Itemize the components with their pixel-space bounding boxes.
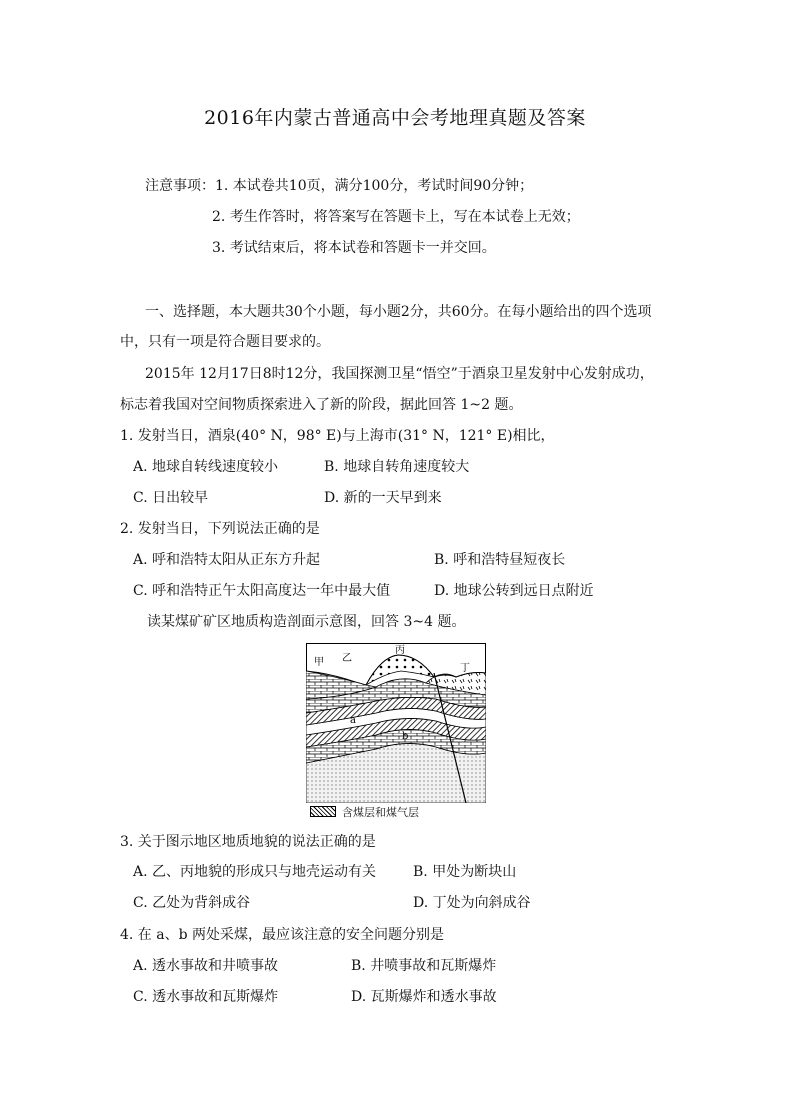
coal-layer-swatch (310, 806, 336, 817)
question-1-option-c: C. 日出较早 (133, 490, 209, 506)
question-4-option-d: D. 瓦斯爆炸和透水事故 (351, 989, 497, 1005)
figure-label-b: b (402, 731, 409, 742)
question-3-option-c: C. 乙处为背斜成谷 (133, 895, 251, 911)
figure-label-ding: 丁 (460, 663, 470, 674)
notes-line-3: 3. 考试结束后，将本试卷和答题卡一并交回。 (212, 240, 496, 256)
question-2-option-a: A. 呼和浩特太阳从正东方升起 (133, 552, 321, 568)
question-3-option-a: A. 乙、丙地貌的形成只与地壳运动有关 (133, 864, 377, 880)
question-4-option-a: A. 透水事故和井喷事故 (133, 958, 279, 974)
question-2-option-d: D. 地球公转到远日点附近 (434, 583, 594, 599)
question-1-option-d: D. 新的一天早到来 (324, 490, 442, 506)
intro2-text: 读某煤矿矿区地质构造剖面示意图，回答 3~4 题。 (147, 614, 466, 630)
question-1-option-b: B. 地球自转角速度较大 (324, 459, 470, 475)
question-1-stem: 1. 发射当日，酒泉(40° N，98° E)与上海市(31° N，121° E)相比， (120, 428, 555, 444)
geologic-cross-section-figure (306, 643, 486, 803)
question-3-option-b: B. 甲处为断块山 (413, 864, 517, 880)
notes-line-1: 注意事项：1. 本试卷共10页，满分100分，考试时间90分钟； (145, 178, 534, 194)
intro1-line-2: 标志着我国对空间物质探索进入了新的阶段，据此回答 1~2 题。 (120, 397, 523, 413)
question-3-stem: 3. 关于图示地区地质地貌的说法正确的是 (120, 834, 376, 850)
figure-label-yi: 乙 (342, 653, 352, 664)
figure-label-a: a (350, 715, 356, 726)
notes-line-2: 2. 考生作答时，将答案写在答题卡上，写在本试卷上无效； (212, 209, 580, 225)
figure-legend (310, 806, 419, 820)
question-3-option-d: D. 丁处为向斜成谷 (413, 895, 531, 911)
question-2-stem: 2. 发射当日，下列说法正确的是 (120, 521, 320, 537)
section-heading-line-2: 中，只有一项是符合题目要求的。 (120, 334, 330, 350)
question-2-option-b: B. 呼和浩特昼短夜长 (434, 552, 566, 568)
figure-legend-label: 含煤层和煤气层 (342, 806, 419, 819)
question-4-stem: 4. 在 a、b 两处采煤，最应该注意的安全问题分别是 (120, 927, 445, 943)
figure-label-bing: 丙 (395, 645, 405, 656)
question-1-option-a: A. 地球自转线速度较小 (133, 459, 279, 475)
page-title: 2016年内蒙古普通高中会考地理真题及答案 (204, 107, 586, 129)
question-4-option-b: B. 井喷事故和瓦斯爆炸 (351, 958, 497, 974)
question-2-option-c: C. 呼和浩特正午太阳高度达一年中最大值 (133, 583, 391, 599)
intro1-line-1: 2015年 12月17日8时12分，我国探测卫星“悟空”于酒泉卫星发射中心发射成功， (145, 366, 654, 382)
question-4-option-c: C. 透水事故和瓦斯爆炸 (133, 989, 279, 1005)
section-heading-line-1: 一、选择题，本大题共30个小题，每小题2分，共60分。在每小题给出的四个选项 (145, 304, 652, 320)
figure-label-jia: 甲 (314, 657, 324, 668)
